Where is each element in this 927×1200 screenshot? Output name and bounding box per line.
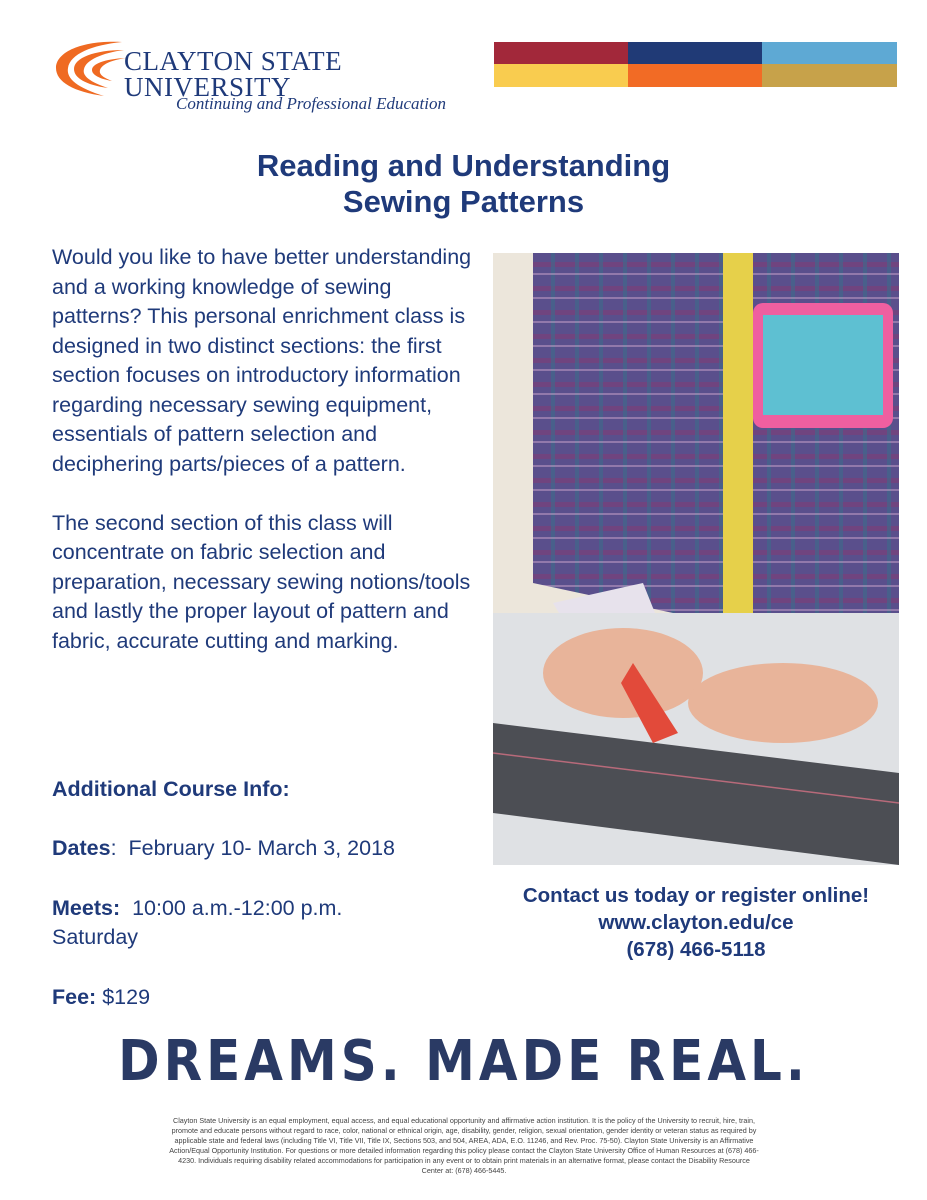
contact-phone: (678) 466-5118 <box>626 938 766 961</box>
meets-value: 10:00 a.m.-12:00 p.m. <box>132 896 343 920</box>
legal-disclaimer: Clayton State University is an equal employment, equal access, and equal educational opportunity and affirmative action institution. It is the policy of the University to recruit, hire, train, promote and educate persons without regard to race, color, national or ethnical origin, age, disability, gender, religion, sexual orientation, gender identity or veteran status as required by applicable state and federal laws (including Title VI, Title VII, Title IX, Sections 503, and 504, AREA, ADA, E.O. 11246, and Rev. Proc. 75-50). Clayton State University is an Affirmative Action/Equal Opportunity Institution. For questions or more detailed information regarding this policy please contact the Clayton State University Office of Human Resources at (678) 466-4230. Individuals requiring disability related accommodations for participation in any event or to obtain print materials in an alternative format, please contact the Disability Resource Center at: (678) 466-5445. <box>169 1116 759 1175</box>
logo-university-name-line1: CLAYTON STATE <box>124 46 343 76</box>
meets-day: Saturday <box>52 925 139 949</box>
logo-department: Continuing and Professional Education <box>176 94 446 113</box>
page-title <box>0 148 927 220</box>
contact-block <box>493 882 899 963</box>
course-description <box>52 243 472 686</box>
fee-label: Fee: <box>52 985 97 1009</box>
meets-line <box>52 894 472 952</box>
description-paragraph-2: The second section of this class will concentrate on fabric selection and preparation, necessary sewing notions/tools and lastly the proper layout of pattern and fabric, accurate cutting and marking. <box>52 510 471 653</box>
title-line-1: Reading and Understanding <box>256 148 671 183</box>
sewing-photo <box>493 253 899 865</box>
university-logo <box>52 36 472 116</box>
dates-value: February 10- March 3, 2018 <box>128 836 395 860</box>
swoosh-logo-icon <box>52 36 132 106</box>
fee-line <box>52 983 472 1012</box>
title-line-2: Sewing Patterns <box>342 184 585 219</box>
meets-label: Meets: <box>52 896 121 920</box>
contact-cta: Contact us today or register online! <box>522 884 870 907</box>
dates-line: Dates: February 10- March 3, 2018 <box>52 836 395 860</box>
dates-label: Dates <box>52 836 111 860</box>
brand-color-bar <box>494 42 897 87</box>
description-paragraph-1: Would you like to have better understanding and a working knowledge of sewing patterns? This personal enrichment class is designed in two distinct sections: the first section focuses on introductory information regarding necessary sewing equipment, essentials of pattern selection and deciphering parts/pieces of a pattern. <box>52 245 472 476</box>
contact-website-link[interactable]: www.clayton.edu/ce <box>598 911 794 934</box>
tagline: DREAMS. MADE REAL. <box>118 1028 809 1094</box>
fee-value: $129 <box>102 985 151 1009</box>
logo-university-name-line2: UNIVERSITY <box>124 72 291 102</box>
course-info-heading: Additional Course Info: <box>52 777 290 801</box>
